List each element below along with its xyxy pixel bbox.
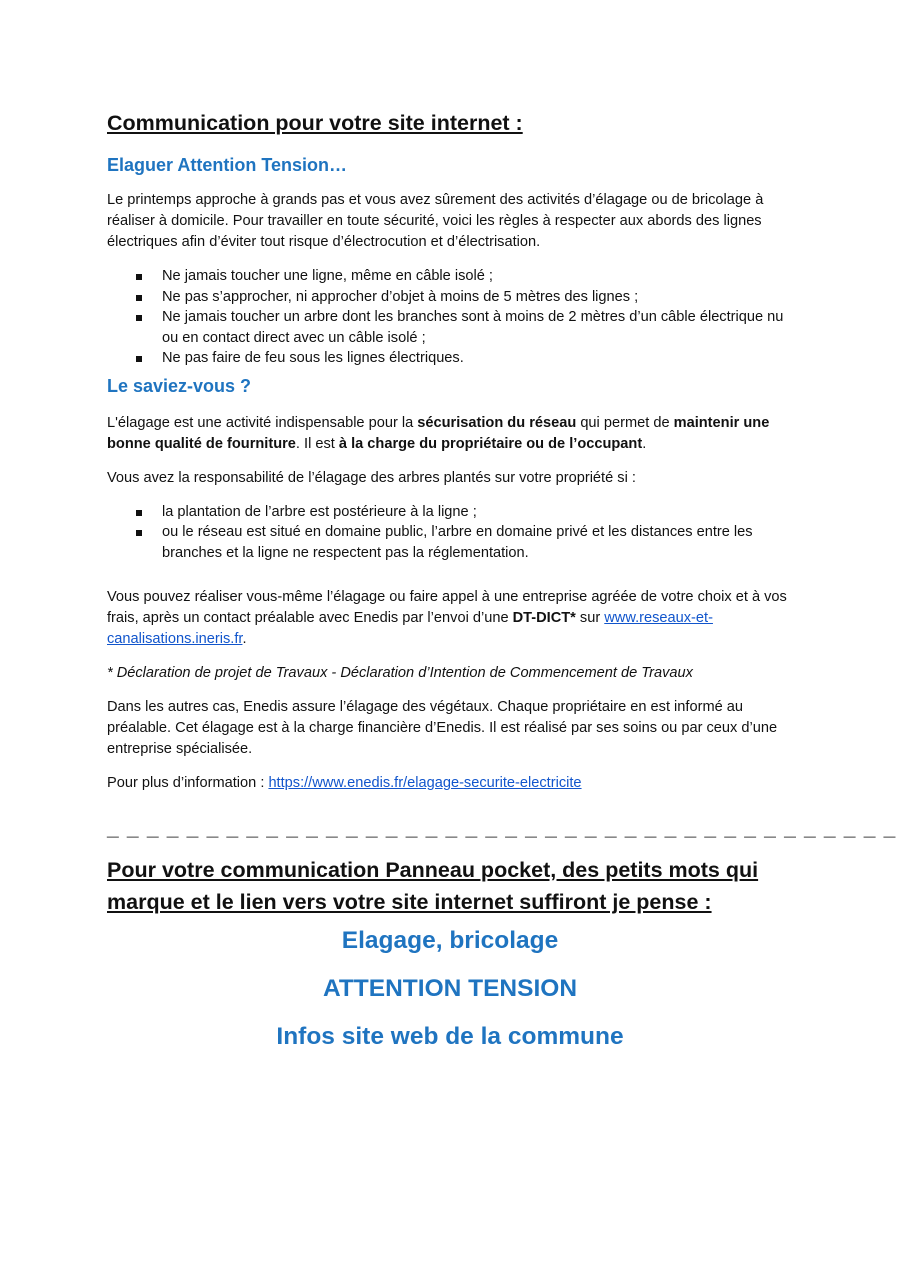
list-item: Ne jamais toucher un arbre dont les branches sont à moins de 2 mètres d’un câble électrique nu ou en contact direct avec un câble isolé ; — [107, 307, 797, 348]
document-body — [107, 108, 897, 930]
panneau-line: Elagage, bricolage — [341, 927, 559, 954]
panneau-messages — [0, 924, 900, 1068]
paragraph-dt-dict — [107, 587, 797, 650]
list-item: Ne pas s’approcher, ni approcher d’objet à moins de 5 mètres des lignes ; — [107, 287, 797, 308]
text-run: L'élagage est une activité indispensable pour la — [107, 414, 418, 431]
main-heading: Communication pour votre site internet : — [107, 111, 523, 135]
panneau-heading: Pour votre communication Panneau pocket, des petits mots qui marque et le lien vers votre site internet suffiront je pense : — [107, 858, 759, 914]
text-run: . — [642, 435, 647, 452]
list-item: la plantation de l’arbre est postérieure à la ligne ; — [107, 502, 797, 523]
enedis-link[interactable]: https://www.enedis.fr/elagage-securite-electricite — [268, 775, 582, 791]
text-run: sur — [575, 610, 605, 626]
section-title-elaguer: Elaguer Attention Tension… — [107, 155, 348, 175]
panneau-line: ATTENTION TENSION — [322, 975, 578, 1002]
ineris-link[interactable]: www.reseaux-et-canalisations.ineris.fr — [107, 610, 713, 647]
safety-rules-list — [107, 266, 797, 369]
paragraph-enedis: Dans les autres cas, Enedis assure l’élagage des végétaux. Chaque propriétaire en est informé au préalable. Cet élagage est à la charge financière d’Enedis. Il est réalisé par ses soins ou par ceux d’une entreprise spécialisée. — [107, 699, 778, 757]
text-run: qui permet de — [576, 414, 674, 431]
separator: _ _ _ _ _ _ _ _ _ _ _ _ _ _ _ _ _ _ _ _ _ _ _ _ _ _ _ _ _ _ _ _ _ _ _ _ _ _ _ _ — [107, 817, 897, 840]
text-run: Vous pouvez réaliser vous-même l’élagage ou faire appel à une entreprise agréée de votre choix et à vos frais, après un contact préalable avec Enedis par l’envoi d’une — [107, 589, 787, 626]
intro-paragraph: Le printemps approche à grands pas et vous avez sûrement des activités d’élagage ou de bricolage à réaliser à domicile. Pour travailler en toute sécurité, voici les règles à respecter aux abords des lignes électriques afin d’éviter tout risque d’électrocution et d’électrisation. — [107, 192, 764, 250]
list-item: Ne pas faire de feu sous les lignes électriques. — [107, 348, 797, 369]
text-run: Pour plus d’information : — [107, 775, 269, 791]
paragraph-info — [107, 773, 797, 794]
list-item: ou le réseau est situé en domaine public, l’arbre en domaine privé et les distances entre les branches et la ligne ne respectent pas la réglementation. — [107, 522, 797, 563]
panneau-line: Infos site web de la commune — [276, 1023, 624, 1050]
list-item: Ne jamais toucher une ligne, même en câble isolé ; — [107, 266, 797, 287]
footnote — [107, 663, 797, 684]
footnote-text: * Déclaration de projet de Travaux - Déclaration d’Intention de Commencement de Travaux — [107, 665, 693, 681]
bold-text: maintenir une bonne qualité de fourniture — [107, 414, 770, 452]
text-run: . — [242, 631, 247, 647]
paragraph-elagage — [107, 413, 797, 455]
conditions-list — [107, 502, 797, 564]
bold-text: DT-DICT* — [512, 610, 576, 626]
paragraph-responsabilite: Vous avez la responsabilité de l’élagage des arbres plantés sur votre propriété si : — [107, 469, 636, 486]
section-title-saviez-vous: Le saviez-vous ? — [107, 375, 252, 396]
bold-text: à la charge du propriétaire ou de l’occupant — [338, 435, 643, 452]
bold-text: sécurisation du réseau — [417, 414, 577, 431]
text-run: . Il est — [295, 435, 339, 452]
